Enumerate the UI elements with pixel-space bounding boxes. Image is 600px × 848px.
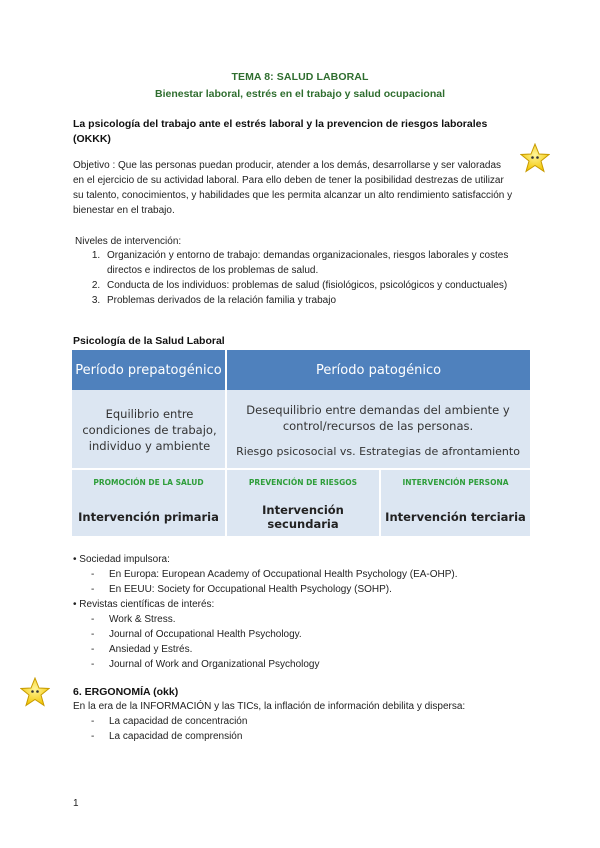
list-item: - Journal of Occupational Health Psychology. (91, 627, 533, 642)
levels-list (73, 248, 523, 308)
page-number: 1 (73, 798, 79, 809)
pathogenic-description: Desequilibrio entre demandas del ambiente y control/recursos de las personas. (246, 403, 510, 433)
label-person: INTERVENCIÓN PERSONA (402, 477, 509, 487)
header-prepathogenic: Período prepatogénico (72, 350, 225, 390)
label-prevention: PREVENCIÓN DE RIESGOS (248, 477, 358, 487)
pathogenic-risk: Riesgo psicosocial vs. Estrategias de afrontamiento (236, 444, 520, 458)
label-promotion: PROMOCIÓN DE LA SALUD (93, 477, 204, 487)
list-item: 2. Conducta de los individuos: problemas de salud (fisiológicos, psicológicos y conductuales) (103, 278, 523, 293)
society-label: • Sociedad impulsora: (73, 554, 170, 565)
journals-label: • Revistas científicas de interés: (73, 599, 215, 610)
section-heading-health: Psicología de la Salud Laboral (73, 335, 225, 347)
section-heading-ergonomics: 6. ERGONOMÍA (okk) (73, 686, 179, 698)
list-item: - Ansiedad y Estrés. (91, 642, 533, 657)
header-pathogenic: Período patogénico (227, 350, 530, 390)
list-item: - La capacidad de concentración (91, 714, 543, 729)
list-item: - La capacidad de comprensión (91, 729, 543, 744)
objective-paragraph: Objetivo : Que las personas puedan producir, atender a los demás, desarrollarse y ser valoradas en el ejercicio de su actividad laboral. Para ello deben de tener la posibilidad destrezas de utilizar su talento, conocimientos, y habilidades que les permita alcanzar un alto rendimiento satisfacción y bienestar en el trabajo. (73, 160, 513, 216)
prepathogenic-description: Equilibrio entre condiciones de trabajo, individuo y ambiente (82, 407, 217, 453)
list-item: 3. Problemas derivados de la relación familia y trabajo (103, 293, 523, 308)
resources-lists (73, 552, 533, 672)
list-item: - En EEUU: Society for Occupational Health Psychology (SOHP). (91, 582, 533, 597)
star-icon (520, 143, 550, 173)
intervention-primary: Intervención primaria (78, 510, 219, 524)
document-subtitle: Bienestar laboral, estrés en el trabajo y salud ocupacional (154, 88, 446, 100)
health-periods-table (72, 350, 530, 536)
list-item: - Work & Stress. (91, 612, 533, 627)
section-heading-stress: La psicología del trabajo ante el estrés laboral y la prevencion de riesgos laborales (OKKK) (73, 118, 488, 145)
list-item: - En Europa: European Academy of Occupational Health Psychology (EA-OHP). (91, 567, 533, 582)
list-item: 1. Organización y entorno de trabajo: demandas organizacionales, riesgos laborales y costes directos e indirectos de los problemas de salud. (103, 248, 523, 278)
ergonomics-intro: En la era de la INFORMACIÓN y las TICs, la inflación de información debilita y dispersa: (73, 701, 466, 712)
intervention-secondary: Intervención secundaria (262, 503, 344, 531)
document-title: TEMA 8: SALUD LABORAL (231, 71, 369, 83)
star-icon (20, 677, 50, 707)
list-item: - Journal of Work and Organizational Psychology (91, 657, 533, 672)
ergonomics-block (73, 699, 543, 744)
intervention-tertiary: Intervención terciaria (385, 510, 526, 524)
levels-label: Niveles de intervención: (75, 236, 182, 247)
